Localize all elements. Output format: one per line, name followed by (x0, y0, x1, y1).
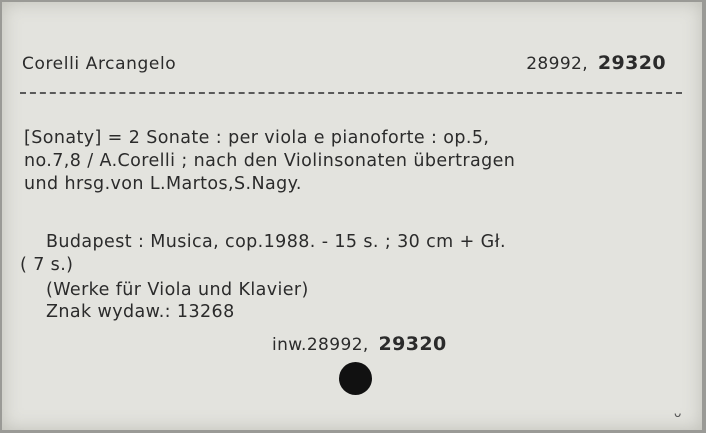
inventory-number: 29320 (378, 333, 447, 355)
catalog-card (2, 2, 702, 430)
series-line: (Werke für Viola und Klavier) (46, 280, 309, 300)
call-number-2: 29320 (597, 52, 666, 74)
title-line-3: und hrsg.von L.Martos,S.Nagy. (24, 174, 302, 194)
punch-hole (339, 362, 372, 395)
title-line-2: no.7,8 / A.Corelli ; nach den Violinsonaten übertragen (24, 151, 516, 171)
imprint-line: Budapest : Musica, cop.1988. - 15 s. ; 30 cm + Gł. (46, 232, 506, 252)
corner-mark: ᴗ (674, 406, 682, 420)
call-numbers (526, 52, 666, 74)
title-line-1: [Sonaty] = 2 Sonate : per viola e pianoforte : op.5, (24, 128, 490, 148)
author-heading: Corelli Arcangelo (22, 54, 177, 74)
pages-line: ( 7 s.) (20, 255, 74, 275)
publisher-number-line: Znak wydaw.: 13268 (46, 302, 235, 322)
inventory-prefix: inw.28992, (272, 335, 369, 355)
inventory-numbers (272, 333, 447, 355)
dashed-divider (20, 92, 682, 94)
call-number-1: 28992, (526, 54, 589, 74)
